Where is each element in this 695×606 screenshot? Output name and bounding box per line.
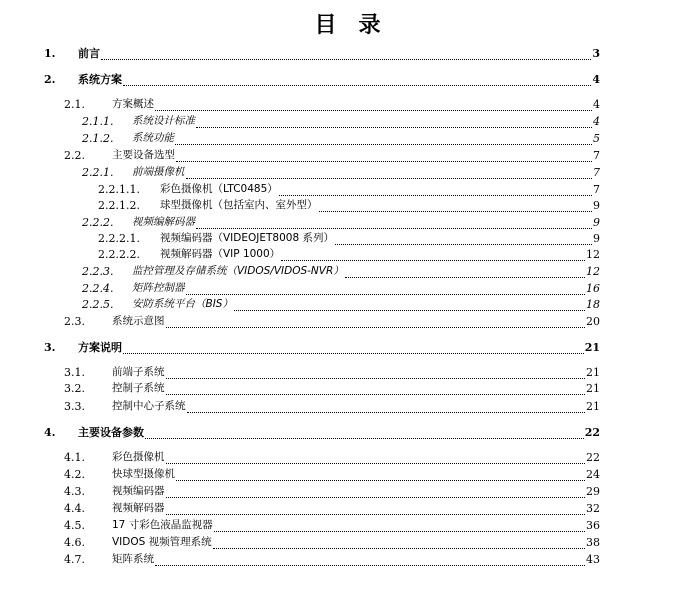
toc-leader-dots (196, 115, 592, 128)
toc-leader-dots (101, 47, 591, 60)
toc-entry[interactable] (0, 468, 600, 481)
toc-entry[interactable] (0, 183, 600, 196)
toc-entry-page: 22 (586, 451, 600, 464)
toc-leader-dots (166, 315, 585, 328)
toc-leader-dots (319, 199, 592, 212)
toc-entry[interactable] (0, 149, 600, 162)
toc-entry-number: 2.1.2. (82, 132, 114, 145)
toc-leader-dots (281, 248, 585, 261)
toc-leader-dots (187, 400, 585, 413)
toc-entry[interactable] (0, 115, 600, 128)
toc-entry-page: 7 (593, 149, 600, 162)
toc-entry[interactable] (0, 199, 600, 212)
toc-entry[interactable] (0, 485, 600, 498)
toc-entry-number: 2.2.5. (82, 298, 114, 311)
toc-leader-dots (123, 73, 591, 86)
toc-entry-title: 方案说明 (78, 341, 122, 354)
toc-entry-page: 12 (586, 265, 600, 278)
toc-entry-title: 前端子系统 (112, 366, 165, 378)
toc-leader-dots (166, 366, 585, 379)
toc-entry-page: 36 (586, 519, 600, 532)
toc-entry-number: 2.2.1. (82, 166, 114, 179)
toc-entry[interactable] (0, 216, 600, 229)
toc-entry[interactable] (0, 73, 600, 86)
toc-entry-page: 21 (586, 400, 600, 413)
toc-entry[interactable] (0, 166, 600, 179)
toc-entry-title: VIDOS 视频管理系统 (112, 536, 212, 548)
toc-entry-page: 5 (593, 132, 600, 145)
toc-entry-title: 系统示意图 (112, 315, 165, 327)
toc-leader-dots (166, 382, 585, 395)
toc-leader-dots (155, 98, 592, 111)
toc-entry-title: 视频编解码器 (132, 216, 195, 228)
toc-entry-title: 前端摄像机 (132, 166, 185, 178)
toc-entry-title: 矩阵控制器 (132, 282, 185, 294)
toc-entry-title: 视频编码器 (112, 485, 165, 497)
toc-entry-page: 18 (586, 298, 600, 311)
toc-entry[interactable] (0, 315, 600, 328)
toc-entry-number: 2.2.1.2. (98, 199, 140, 212)
toc-entry-number: 2.2.2.2. (98, 248, 140, 261)
toc-entry-page: 21 (586, 382, 600, 395)
toc-entry-number: 1. (44, 47, 56, 60)
toc-entry-number: 2.2. (64, 149, 85, 162)
toc-entry-page: 24 (586, 468, 600, 481)
toc-entry-title: 视频解码器（VIP 1000） (160, 248, 281, 260)
toc-leader-dots (335, 232, 592, 245)
toc-leader-dots (234, 298, 585, 311)
toc-entry[interactable] (0, 366, 600, 379)
toc-entry-title: 主要设备参数 (78, 426, 144, 439)
toc-leader-dots (166, 502, 585, 515)
toc-entry-number: 4.5. (64, 519, 85, 532)
toc-entry-page: 32 (586, 502, 600, 515)
toc-entry-title: 彩色摄像机（LTC0485） (160, 183, 278, 195)
toc-entry-page: 9 (593, 216, 600, 229)
toc-entry-number: 2.2.3. (82, 265, 114, 278)
toc-entry[interactable] (0, 451, 600, 464)
toc-entry-number: 4.6. (64, 536, 85, 549)
toc-entry-page: 9 (593, 199, 600, 212)
toc-entry[interactable] (0, 282, 600, 295)
toc-entry-title: 快球型摄像机 (112, 468, 175, 480)
toc-leader-dots (166, 451, 585, 464)
toc-entry[interactable] (0, 132, 600, 145)
toc-entry-title: 监控管理及存储系统（VIDOS/VIDOS-NVR） (132, 265, 344, 277)
toc-entry-number: 4.3. (64, 485, 85, 498)
toc-entry-number: 4.2. (64, 468, 85, 481)
toc-entry[interactable] (0, 382, 600, 395)
toc-entry-number: 4.1. (64, 451, 85, 464)
toc-entry-page: 7 (593, 183, 600, 196)
toc-leader-dots (155, 553, 585, 566)
toc-entry-title: 安防系统平台（BIS） (132, 298, 233, 310)
toc-entry-page: 3 (592, 47, 600, 60)
toc-leader-dots (214, 519, 585, 532)
toc-entry-page: 21 (584, 341, 600, 354)
toc-leader-dots (175, 132, 592, 145)
toc-entry-title: 彩色摄像机 (112, 451, 165, 463)
toc-entry-number: 2.2.1.1. (98, 183, 140, 196)
toc-entry[interactable] (0, 519, 600, 532)
toc-entry-number: 4. (44, 426, 56, 439)
toc-entry[interactable] (0, 265, 600, 278)
toc-entry-number: 2.3. (64, 315, 85, 328)
toc-entry-number: 3.1. (64, 366, 85, 379)
toc-entry-title: 主要设备选型 (112, 149, 175, 161)
toc-entry-title: 方案概述 (112, 98, 154, 110)
toc-entry[interactable] (0, 341, 600, 354)
toc-entry[interactable] (0, 232, 600, 245)
toc-entry-page: 21 (586, 366, 600, 379)
toc-entry-number: 2.1.1. (82, 115, 114, 128)
toc-entry[interactable] (0, 553, 600, 566)
toc-entry-title: 控制中心子系统 (112, 400, 186, 412)
toc-entry-number: 2.2.2. (82, 216, 114, 229)
title-char-2: 录 (358, 12, 381, 38)
toc-entry[interactable] (0, 98, 600, 111)
toc-entry-number: 4.7. (64, 553, 85, 566)
toc-entry-page: 16 (586, 282, 600, 295)
toc-leader-dots (186, 282, 585, 295)
toc-entry-title: 系统方案 (78, 73, 122, 86)
toc-entry-page: 7 (593, 166, 600, 179)
toc-leader-dots (345, 265, 585, 278)
toc-entry-number: 3.3. (64, 400, 85, 413)
toc-entry-number: 2. (44, 73, 56, 86)
toc-entry-title: 前言 (78, 47, 100, 60)
toc-leader-dots (196, 216, 592, 229)
toc-entry-title: 系统设计标准 (132, 115, 195, 127)
toc-entry-page: 43 (586, 553, 600, 566)
toc-entry[interactable] (0, 426, 600, 439)
toc-entry-number: 3.2. (64, 382, 85, 395)
toc-leader-dots (279, 183, 592, 196)
toc-entry[interactable] (0, 248, 600, 261)
toc-leader-dots (176, 149, 592, 162)
toc-entry-page: 4 (592, 73, 600, 86)
toc-leader-dots (213, 536, 585, 549)
toc-entry-number: 2.2.4. (82, 282, 114, 295)
toc-entry-title: 球型摄像机（包括室内、室外型） (160, 199, 318, 211)
toc-entry-page: 9 (593, 232, 600, 245)
toc-entry-title: 控制子系统 (112, 382, 165, 394)
toc-entry-number: 2.1. (64, 98, 85, 111)
toc-entry[interactable] (0, 400, 600, 413)
toc-entry-number: 3. (44, 341, 56, 354)
title-char-1: 目 (314, 12, 337, 38)
toc-entry-title: 矩阵系统 (112, 553, 154, 565)
toc-entry-page: 12 (586, 248, 600, 261)
toc-leader-dots (166, 485, 585, 498)
toc-entry-page: 29 (586, 485, 600, 498)
toc-entry-page: 20 (586, 315, 600, 328)
toc-entry-title: 视频解码器 (112, 502, 165, 514)
toc-leader-dots (186, 166, 592, 179)
toc-entry-title: 系统功能 (132, 132, 174, 144)
toc-entry-number: 2.2.2.1. (98, 232, 140, 245)
toc-entry-page: 38 (586, 536, 600, 549)
toc-entry[interactable] (0, 47, 600, 60)
toc-entry[interactable] (0, 502, 600, 515)
toc-entry-page: 22 (584, 426, 600, 439)
toc-leader-dots (176, 468, 585, 481)
toc-entry[interactable] (0, 298, 600, 311)
toc-leader-dots (123, 341, 584, 354)
toc-entry-title: 17 寸彩色液晶监视器 (112, 519, 213, 531)
toc-entry-number: 4.4. (64, 502, 85, 515)
toc-leader-dots (145, 426, 584, 439)
toc-entry-page: 4 (593, 98, 600, 111)
toc-entry-title: 视频编码器（VIDEOJET8008 系列） (160, 232, 334, 244)
toc-entry-page: 4 (593, 115, 600, 128)
toc-entry[interactable] (0, 536, 600, 549)
